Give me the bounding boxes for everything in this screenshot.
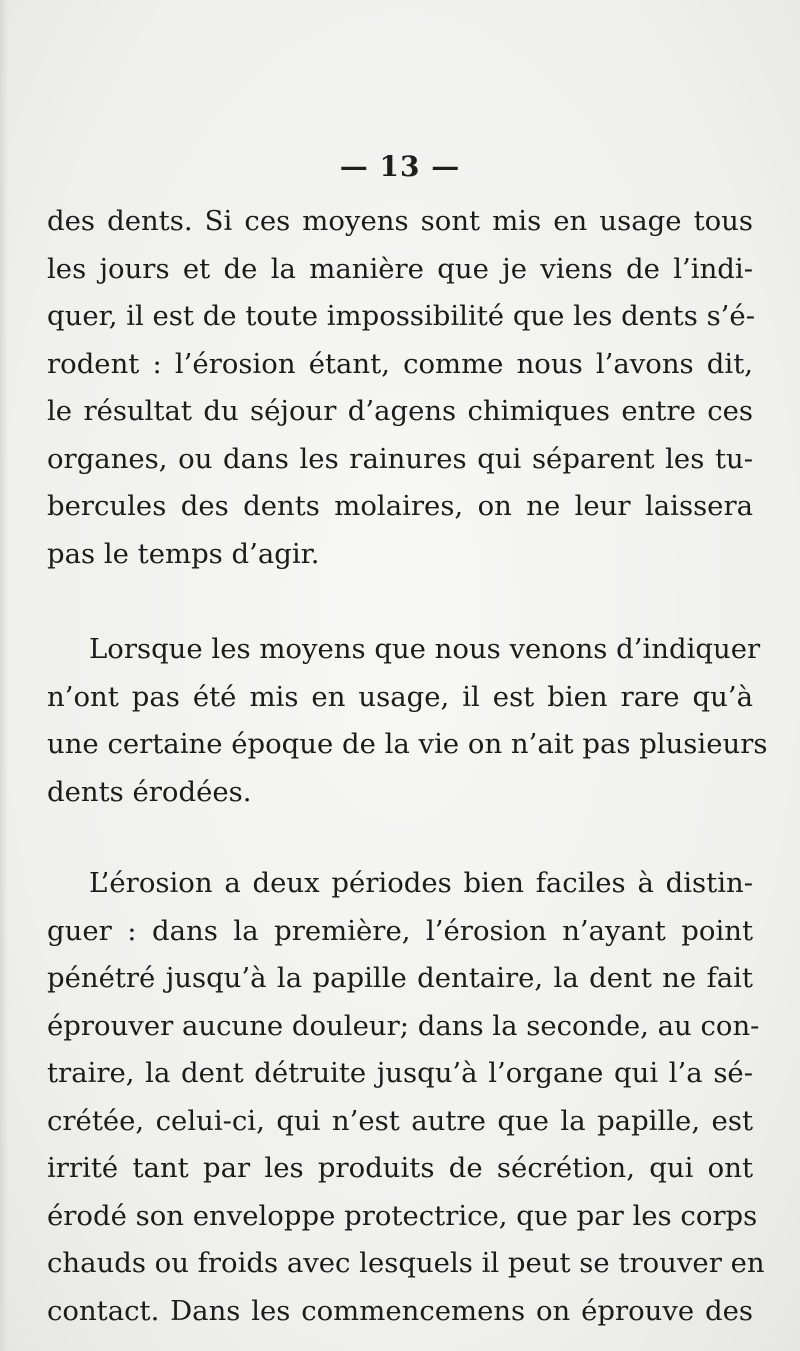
- text-line: une certaine époque de la vie on n’ait pas plusieurs: [47, 728, 768, 760]
- paragraph-2: [47, 626, 768, 816]
- text-line: Lorsque les moyens que nous venons d’indiquer: [89, 633, 761, 665]
- text-line: éprouver aucune douleur; dans la seconde, au con-: [47, 1009, 760, 1042]
- paragraph-spacer: [47, 816, 753, 860]
- text-line: dents érodées.: [47, 775, 252, 808]
- text-line: le résultat du séjour d’agens chimiques entre ces: [47, 395, 753, 427]
- paragraph-spacer: [47, 578, 753, 626]
- text-line: organes, ou dans les rainures qui séparent les tu-: [47, 442, 753, 475]
- text-line: contact. Dans les commencemens on éprouve des: [47, 1294, 753, 1327]
- paragraph-3: [47, 860, 765, 1335]
- text-line: irrité tant par les produits de sécrétion, qui ont: [47, 1152, 753, 1184]
- paragraph-1: [47, 198, 753, 578]
- text-line: les jours et de la manière que je viens de l’indi-: [47, 252, 753, 285]
- text-line: érodé son enveloppe protectrice, que par les corps: [47, 1199, 758, 1232]
- text-line: pas le temps d’agir.: [47, 537, 320, 570]
- text-line: des dents. Si ces moyens sont mis en usage tous: [47, 205, 753, 237]
- text-line: chauds ou froids avec lesquels il peut se trouver en: [47, 1247, 765, 1279]
- text-line: guer : dans la première, l’érosion n’ayant point: [47, 914, 753, 947]
- text-line: n’ont pas été mis en usage, il est bien rare qu’à: [47, 680, 753, 713]
- body-text: [47, 198, 768, 1335]
- text-line: L’érosion a deux périodes bien faciles à distin-: [89, 867, 753, 899]
- text-line: bercules des dents molaires, on ne leur laissera: [47, 490, 753, 522]
- text-line: traire, la dent détruite jusqu’à l’organe qui l’a sé-: [47, 1057, 753, 1089]
- text-line: crétée, celui-ci, qui n’est autre que la papille, est: [47, 1104, 753, 1137]
- text-line: pénétré jusqu’à la papille dentaire, la dent ne fait: [47, 962, 753, 994]
- text-line: quer, il est de toute impossibilité que les dents s’é-: [47, 300, 755, 332]
- page-number: — 13 —: [339, 150, 461, 183]
- text-line: rodent : l’érosion étant, comme nous l’avons dit,: [47, 347, 753, 380]
